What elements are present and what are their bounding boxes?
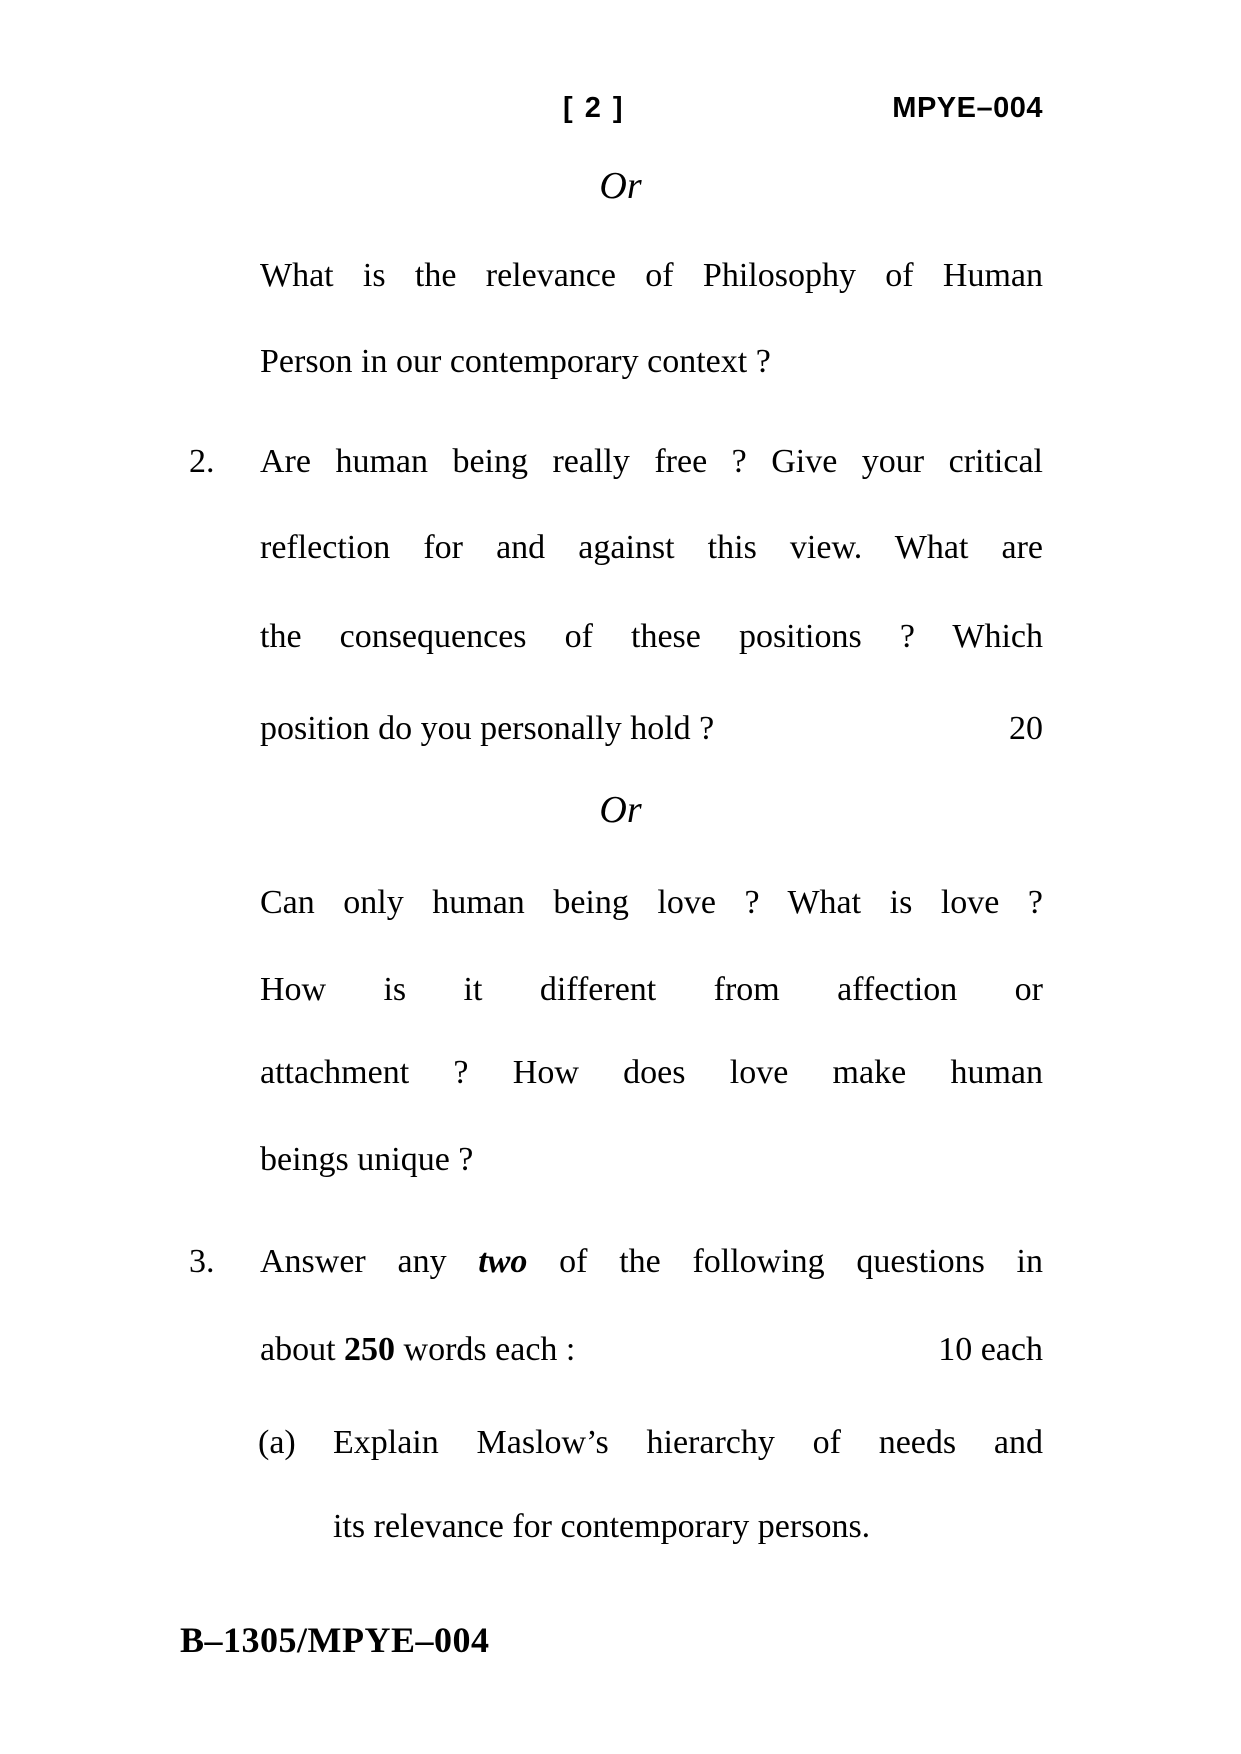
q3-line-1-pre: Answer any	[260, 1243, 479, 1280]
or-divider-2: Or	[599, 789, 642, 831]
q2-last-line	[260, 686, 1043, 772]
q3-sub-a-line: its relevance for contemporary persons.	[333, 1508, 871, 1545]
q2-alt-line: How is it different from affection or	[260, 971, 1043, 1008]
question-2-number: 2.	[189, 443, 215, 480]
or-divider-1: Or	[599, 165, 642, 207]
q3-sub-a-label: (a)	[258, 1424, 296, 1461]
q2-line: reflection for and against this view. What are	[260, 529, 1043, 566]
course-code-header: MPYE–004	[892, 92, 1043, 124]
q2-alt-line: Can only human being love ? What is love ?	[260, 884, 1043, 921]
q3-line-2-post: words each :	[395, 1331, 576, 1368]
q3-line-1-emphasis: two	[478, 1243, 528, 1280]
q3-sub-a-line: Explain Maslow’s hierarchy of needs and	[333, 1424, 1043, 1461]
page-number: [ 2 ]	[563, 92, 625, 124]
footer-paper-code: B–1305/MPYE–004	[180, 1620, 490, 1660]
question-3-number: 3.	[189, 1243, 215, 1280]
q3-line-2	[260, 1307, 1043, 1393]
q2-marks: 20	[1009, 710, 1043, 747]
q2-alt-line: attachment ? How does love make human	[260, 1054, 1043, 1091]
q3-marks: 10 each	[938, 1331, 1043, 1368]
q2-last-line-text: position do you personally hold ?	[260, 710, 715, 747]
q2-line: the consequences of these positions ? Which	[260, 618, 1043, 655]
q3-line-1	[260, 1219, 1043, 1305]
q2-alt-line: beings unique ?	[260, 1141, 474, 1178]
q3-line-2-text	[260, 1307, 575, 1393]
q1-alt-line: What is the relevance of Philosophy of Human	[260, 257, 1043, 294]
q2-line: Are human being really free ? Give your critical	[260, 443, 1043, 480]
q3-line-2-emphasis: 250	[344, 1331, 396, 1368]
q3-line-1-post: of the following questions in	[527, 1243, 1043, 1280]
q3-line-2-pre: about	[260, 1331, 345, 1368]
q1-alt-line: Person in our contemporary context ?	[260, 343, 771, 380]
